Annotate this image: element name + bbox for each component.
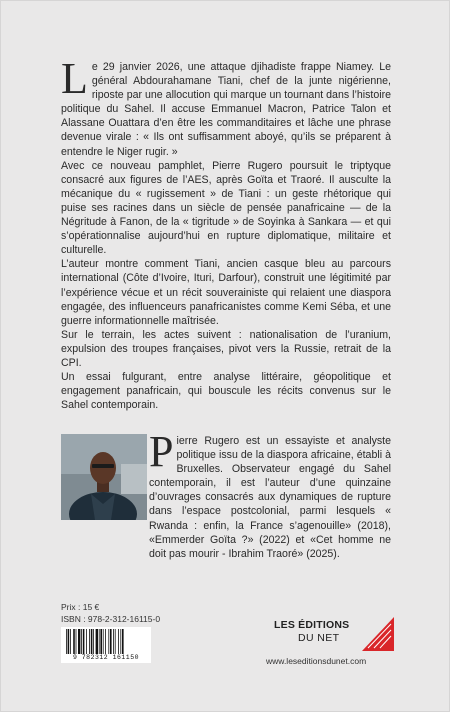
author-photo [61,434,147,520]
publisher-name-line1: LES ÉDITIONS [274,619,350,631]
summary-paragraph-2: Avec ce nouveau pamphlet, Pierre Rugero poursuit le triptyque consacré aux figures de l’AES, après Goïta et Traoré. Il ausculte la mécanique du « rugissement » de Tiani : un geste rhétorique qui puise ses racines dans un siècle de pensée panafricaine — de la Négritude à Fanon, de la « tigritude » de Soyinka à Sankara — et qui s’opérationnalise aujourd’hui en rupture diplomatique, militaire et culturelle. [61,159,391,257]
barcode-bars [64,629,148,654]
barcode-number: 9 782312 161150 [72,654,139,661]
price: Prix : 15 € [61,602,100,612]
bio-dropcap: P [149,427,174,476]
summary-paragraph-3: L’auteur montre comment Tiani, ancien casque bleu au parcours international (Côte d’Ivoire, Ituri, Darfour), construit une légitimité par l’expérience vécue et un récit souverainiste qui relaient une diaspora engagée, des influenceurs panafricanistes comme Kemi Séba, et une guerre informationnelle maîtrisée. [61,258,391,327]
book-summary [61,54,391,412]
summary-paragraph-4: Sur le terrain, les actes suivent : nationalisation de l’uranium, expulsion des troupes françaises, pivot vers la Russie, retrait de la CPI. [61,328,391,369]
publisher-name-line2: DU NET [298,632,340,644]
summary-paragraph-1-text: e 29 janvier 2026, une attaque djihadiste frappe Niamey. Le général Abdourahamane Tiani, chef de la junte nigérienne, riposte par une allocution qui marque un tournant dans l’histoire politique du Sahel. Il accuse Emmanuel Macron, Patrice Talon et Alassane Ouattara d’en être les commanditaires et lâche une phrase devenue virale : « Ils ont suffisamment aboyé, qu’ils se préparent à entendre le Niger rugir. » [61,61,391,158]
isbn: ISBN : 978-2-312-16115-0 [61,614,161,624]
summary-paragraph-1 [61,54,391,159]
summary-dropcap: L [61,54,88,103]
bio-text: ierre Rugero est un essayiste et analyste politique issu de la diaspora africaine, établi à Bruxelles. Observateur engagé du Sahel contemporain, il est l’auteur d’une quinzaine d’ouvrages consacrés aux dynamiques de rupture dans l’espace postcolonial, parmi lesquels « Rwanda : enfin, la France s’agenouille» (2018), «Emmerder Goïta ?» (2022) et «Cet homme ne doit pas mourir - Ibrahim Traoré» (2025). [149,435,391,560]
publisher-website: www.leseditionsdunet.com [266,656,367,666]
author-bio [149,427,391,561]
barcode [61,627,151,663]
publisher-logo [270,617,396,657]
publisher-emblem-icon [360,617,396,651]
summary-paragraph-5: Un essai fulgurant, entre analyse littéraire, géopolitique et engagement panafricain, qui bouscule les récits convenus sur le Sahel contemporain. [61,371,391,412]
